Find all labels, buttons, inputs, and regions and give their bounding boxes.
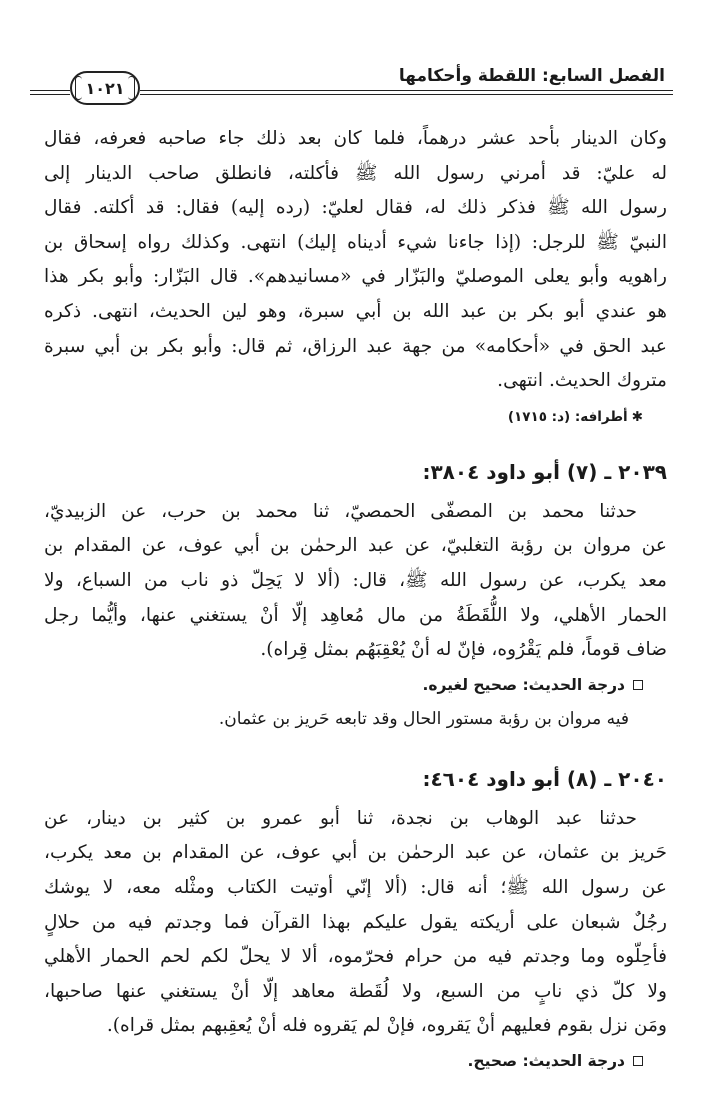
intro-paragraph (44, 122, 667, 399)
square-bullet-icon (633, 1056, 643, 1066)
text-line: رسول الله ﷺ فذكر ذلك له، فقال لعليّ: (رده إليه) فقال: قد أكلته. فقال (44, 197, 667, 219)
hadith-2040-text (44, 802, 667, 1044)
header-rule (140, 94, 673, 95)
hadith-2039-text (44, 495, 667, 668)
page-header (30, 60, 673, 108)
hadith-note-2039: فيه مروان بن رؤبة مستور الحال وقد تابعه حَريز بن عثمان. (218, 708, 629, 729)
text-line: له عليّ: قد أمرني رسول الله ﷺ فأكلته، فانطلق صاحب الدينار إلى (44, 162, 667, 184)
text-line: حدثنا عبد الوهاب بن نجدة، ثنا أبو عمرو بن كثير بن دينار، عن (44, 807, 637, 829)
square-bullet-icon (633, 680, 643, 690)
text-line: ولا كلّ ذي نابٍ من السبع، ولا لُقَطة معاهد إلّا أنْ يستغني عنها صاحبها، (44, 980, 667, 1002)
text-line: ومَن نزل بقوم فعليهم أنْ يَقروه، فإنْ لم يَقروه فله أنْ يُعقِبهم بمثل قراه). (106, 1015, 667, 1037)
grade-text: درجة الحديث: صحيح لغيره. (422, 675, 625, 694)
atraf-text: أطرافه: (د: ١٧١٥) (507, 408, 628, 425)
text-line: حدثنا محمد بن المصفّى الحمصيّ، ثنا محمد بن حرب، عن الزبيديّ، (44, 500, 637, 522)
text-line: عن مروان بن رؤبة التغلبيّ، عن عبد الرحمٰن بن أبي عوف، عن المقدام بن (44, 535, 667, 557)
page-body (44, 122, 667, 1078)
page-number: ١٠٢١ (85, 78, 125, 98)
text-line: متروك الحديث. انتهى. (497, 370, 667, 392)
hadith-heading-2040: ٢٠٤٠ ـ (٨) أبو داود ٤٦٠٤: (422, 766, 667, 791)
text-line: عبد الحق في «أحكامه» من جهة عبد الرزاق، ثم قال: وأبو بكر بن أبي سبرة (44, 335, 667, 357)
text-line: هو عندي أبو بكر بن عبد الله بن أبي سبرة، وهو لين الحديث، انتهى. ذكره (44, 300, 667, 322)
text-line: النبيّ ﷺ للرجل: (إذا جاءنا شيء أديناه إليك) انتهى. وكذلك رواه إسحاق بن (44, 231, 667, 253)
text-line: راهويه وأبو يعلى الموصليّ والبَزّار في «مسانيدهم». قال البَزّار: وأبو بكر هذا (44, 266, 667, 288)
text-line: الحمار الأهلي، ولا اللُّقَطَةُ من مال مُعاهِد إلّا أنْ يستغني عنها، وأيُّما رجل (44, 604, 667, 626)
asterisk-icon: ✱ (631, 408, 643, 425)
header-rule (140, 90, 673, 91)
text-line: عن رسول الله ﷺ؛ أنه قال: (ألا إنّي أوتيت الكتاب ومثْله معه، لا يوشك (44, 876, 667, 898)
grade-text: درجة الحديث: صحيح. (467, 1051, 625, 1070)
text-line: حَريز بن عثمان، عن عبد الرحمٰن بن أبي عوف، عن المقدام بن معد يكرب، (44, 842, 667, 864)
text-line: وكان الدينار بأحد عشر درهماً، فلما كان بعد ذلك جاء صاحبه فعرفه، فقال (44, 128, 667, 149)
hadith-grade-2039 (44, 668, 667, 702)
text-line: ضاف قوماً، فلم يَقْرُوه، فإنّ له أنْ يُعْقِبَهُم بمثل قِراه). (260, 639, 667, 661)
hadith-heading-2039: ٢٠٣٩ ـ (٧) أبو داود ٣٨٠٤: (422, 459, 667, 484)
atraf-reference (44, 405, 643, 429)
hadith-grade-2040 (44, 1044, 667, 1078)
header-rule-left (30, 94, 70, 95)
header-rule-left (30, 90, 70, 91)
text-line: فأحِلّوه وما وجدتم فيه من حرام فحرّموه، ألا لا يحلّ لكم لحم الحمار الأهلي (44, 946, 667, 968)
chapter-title: الفصل السابع: اللقطة وأحكامها (398, 66, 665, 86)
text-line: معد يكرب، عن رسول الله ﷺ، قال: (ألا لا يَحِلّ ذو ناب من السباع، ولا (44, 569, 667, 591)
page-number-badge (70, 71, 140, 105)
text-line: رجُلٌ شبعان على أريكته يقول عليكم بهذا القرآن فما وجدتم فيه من حلالٍ (44, 911, 667, 933)
